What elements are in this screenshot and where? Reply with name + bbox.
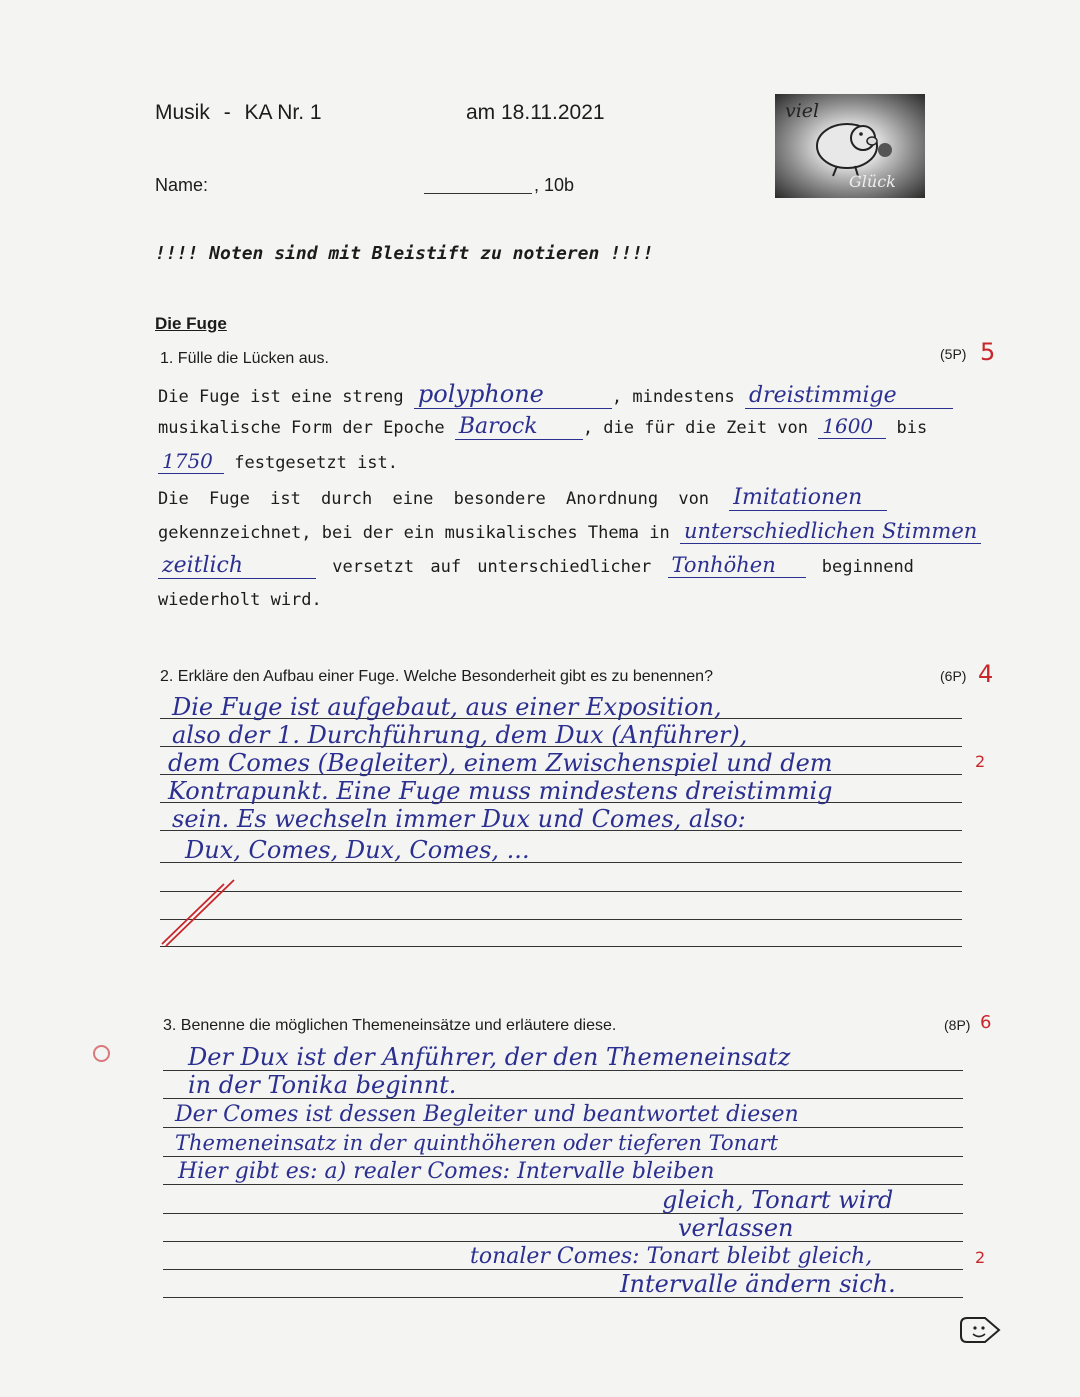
- q1-line-2: musikalische Form der Epoche Barock , die für die Zeit von 1600 bis: [158, 414, 928, 439]
- q2-answer-4: Kontrapunkt. Eine Fuge muss mindestens dreistimmig: [168, 777, 833, 805]
- header-separator: -: [223, 101, 231, 124]
- q2-title: 2. Erkläre den Aufbau einer Fuge. Welche Besonderheit gibt es zu benennen?: [160, 668, 713, 685]
- hole-punch-mark: [93, 1045, 110, 1062]
- q2-answer-2: also der 1. Durchführung, dem Dux (Anführer),: [172, 721, 748, 749]
- logo-text-bottom: Glück: [849, 172, 896, 191]
- q3-answer-5: Hier gibt es: a) realer Comes: Intervalle bleiben: [178, 1159, 715, 1184]
- q3-title: 3. Benenne die möglichen Themeneinsätze und erläutere diese.: [163, 1017, 617, 1034]
- q3-answer-6: gleich, Tonart wird: [662, 1186, 894, 1214]
- q3-answer-9: Intervalle ändern sich.: [620, 1270, 896, 1298]
- answer-zeitlich: zeitlich: [158, 553, 316, 579]
- q1-line-1: Die Fuge ist eine streng polyphone , mindestens dreistimmige: [158, 380, 953, 409]
- q1-line-4: Die Fuge ist durch eine besondere Anordnung von Imitationen: [158, 485, 887, 511]
- section-title: Die Fuge: [155, 314, 227, 333]
- answer-imitationen: Imitationen: [729, 485, 887, 511]
- pencil-warning: !!!! Noten sind mit Bleistift zu notieren !!!!: [155, 243, 654, 264]
- q1-line-7: wiederholt wird.: [158, 590, 322, 610]
- q3-points: (8P): [944, 1017, 971, 1033]
- q1-line-6: zeitlich versetzt auf unterschiedlicher Tonhöhen beginnend: [158, 553, 914, 579]
- answer-tonhoehen: Tonhöhen: [668, 553, 806, 578]
- name-label: Name:: [155, 175, 209, 195]
- answer-1750: 1750: [158, 449, 224, 474]
- answer-dreistimmige: dreistimmige: [745, 383, 953, 409]
- q2-answer-1: Die Fuge ist aufgebaut, aus einer Exposition,: [172, 693, 722, 721]
- subject: Musik: [155, 101, 210, 124]
- q3-answer-1: Der Dux ist der Anführer, der den Themeneinsatz: [188, 1043, 791, 1071]
- q1-line-5: gekennzeichnet, bei der ein musikalisches Thema in unterschiedlichen Stimmen: [158, 519, 981, 544]
- answer-barock: Barock: [455, 414, 583, 440]
- q2-points: (6P): [940, 668, 967, 684]
- answer-polyphone: polyphone: [414, 380, 612, 409]
- name-line: [424, 193, 532, 194]
- q1-points: (5P): [940, 346, 967, 362]
- logo-text-top: viel: [785, 100, 820, 122]
- q2-answer-6: Dux, Comes, Dux, Comes, ...: [185, 836, 530, 864]
- q3-answer-8: tonaler Comes: Tonart bleibt gleich,: [470, 1244, 873, 1269]
- q1-title: 1. Fülle die Lücken aus.: [160, 350, 329, 367]
- q1-line-3: 1750 festgesetzt ist.: [158, 449, 398, 474]
- q3-score: 6: [980, 1012, 992, 1033]
- q3-answer-3: Der Comes ist dessen Begleiter und beantwortet diesen: [175, 1102, 799, 1127]
- exam-number: KA Nr. 1: [244, 101, 322, 124]
- subject-line: [155, 101, 322, 125]
- q1-score: 5: [980, 338, 996, 366]
- q3-answer-2: in der Tonika beginnt.: [188, 1071, 457, 1099]
- next-page-hand-icon: [955, 1314, 1011, 1354]
- exam-date: am 18.11.2021: [466, 101, 605, 124]
- strike-through-mark: [160, 876, 240, 952]
- q2-answer-5: sein. Es wechseln immer Dux und Comes, also:: [172, 805, 746, 833]
- good-luck-logo: [775, 94, 925, 198]
- class-label: , 10b: [534, 175, 575, 195]
- answer-stimmen: unterschiedlichen Stimmen: [680, 519, 981, 544]
- q3-answer-4: Themeneinsatz in der quinthöheren oder tieferen Tonart: [175, 1131, 779, 1155]
- q2-answer-3: dem Comes (Begleiter), einem Zwischenspiel und dem: [168, 749, 833, 777]
- answer-1600: 1600: [818, 414, 886, 439]
- q2-margin-mark: 2: [975, 752, 986, 771]
- q2-score: 4: [978, 660, 994, 688]
- q3-margin-mark: 2: [975, 1248, 986, 1267]
- q3-answer-7: verlassen: [678, 1214, 794, 1242]
